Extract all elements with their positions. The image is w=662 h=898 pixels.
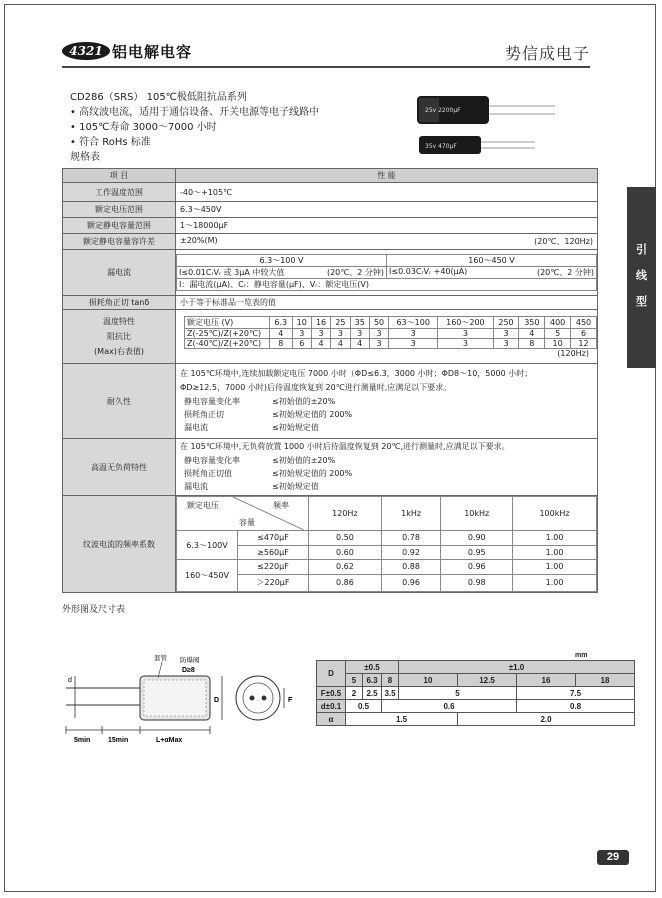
- brand-title: 铝电解电容: [112, 43, 193, 61]
- impedance-cell: 3: [369, 338, 388, 348]
- ripple-freq-10khz: 10kHz: [441, 497, 513, 531]
- leakage-low-formula: I≤0.01CᵣVᵣ 或 3μA 中较大值 (20℃、2 分钟): [177, 267, 387, 279]
- temp-range-label: 工作温度范围: [63, 183, 176, 202]
- endurance-cell: [176, 364, 598, 439]
- impedance-cell: 63～100: [389, 316, 438, 328]
- ripple-freq-120hz: 120Hz: [309, 497, 382, 531]
- impedance-cell: 16: [311, 316, 330, 328]
- impedance-cell: 10: [292, 316, 311, 328]
- unit-label: mm: [575, 652, 588, 659]
- page-header: [62, 40, 590, 66]
- endurance-label: 耐久性: [63, 364, 176, 439]
- tolerance-condition: (20℃、120Hz): [534, 237, 593, 246]
- spec-table-label: 规格表: [70, 152, 100, 163]
- side-tab-label: 引 线 型: [636, 243, 647, 308]
- d-min-label: D≥8: [182, 667, 195, 674]
- voltage-label: 额定电压范围: [63, 202, 176, 218]
- ripple-label: 纹波电流的频率系数: [63, 496, 176, 593]
- endurance-line-2: ΦD≥12.5，7000 小时)后待温度恢复到 20℃进行测量时,应满足以下要求。: [180, 383, 452, 392]
- impedance-cell: 4: [311, 338, 330, 348]
- sleeve-label: 套管: [154, 655, 167, 662]
- shelf-line-1: 在 105℃环境中,无负荷放置 1000 小时后待温度恢复到 20℃,进行测量时,应满足以下要求。: [180, 442, 510, 451]
- spec-table: [62, 168, 598, 593]
- ripple-voltage-low: 6.3～100V: [177, 531, 238, 560]
- capacitance-value: 1～18000μF: [176, 218, 598, 234]
- spec-head-item: 项 目: [63, 169, 176, 183]
- impedance-cell: 5: [545, 328, 571, 338]
- impedance-cell: 3: [331, 328, 350, 338]
- impedance-note: (120Hz): [557, 348, 589, 358]
- impedance-cell: 3: [438, 338, 493, 348]
- tan-delta-label: 损耗角正切 tanδ: [63, 296, 176, 310]
- impedance-cell: 3: [389, 328, 438, 338]
- impedance-cell: 3: [389, 338, 438, 348]
- side-tab-lead-type: [627, 187, 656, 368]
- impedance-cell: 450: [571, 316, 597, 328]
- length-5min: 5min: [74, 737, 91, 744]
- shelf-label: 高温无负荷特性: [63, 439, 176, 496]
- ripple-voltage-high: 160～450V: [177, 560, 238, 592]
- impedance-ratio-table: [184, 316, 597, 349]
- temp-char-cell: [176, 310, 598, 364]
- impedance-row: [185, 338, 597, 348]
- tolerance-value: ±20%(M): [180, 236, 218, 245]
- ripple-cell: [176, 496, 598, 593]
- impedance-row-label: Z(-25℃)/Z(+20℃): [185, 328, 270, 338]
- impedance-cell: 8: [519, 338, 545, 348]
- shelf-items: 静电容量变化率 ≤初始值的±20% 损耗角正切值 ≤初始规定值的 200% 漏电流 ≤初始规定值: [184, 456, 353, 491]
- impedance-cell: 3: [350, 328, 369, 338]
- impedance-row: [185, 328, 597, 338]
- impedance-cell: 3: [493, 338, 519, 348]
- feature-2: • 105℃寿命 3000～7000 小时: [70, 122, 217, 133]
- pitch-f-label: F: [288, 697, 293, 704]
- leakage-high-head: 160～450 V: [387, 255, 597, 267]
- leakage-table: [176, 254, 597, 291]
- tan-delta-value: 小于等于标准品一览表的值: [176, 296, 598, 310]
- impedance-cell: 4: [519, 328, 545, 338]
- impedance-row-label: 额定电压 (V): [185, 316, 270, 328]
- impedance-cell: 6: [571, 328, 597, 338]
- ripple-corner: 额定电压 频率 容量: [177, 497, 309, 531]
- impedance-cell: 3: [292, 328, 311, 338]
- impedance-cell: 35: [350, 316, 369, 328]
- brand-logo: 4321: [62, 42, 110, 60]
- temp-range-value: -40～+105℃: [176, 183, 598, 202]
- impedance-cell: 350: [519, 316, 545, 328]
- series-title: CD286（SRS） 105℃极低阻抗品系列: [70, 92, 247, 103]
- impedance-cell: 50: [369, 316, 388, 328]
- impedance-cell: 3: [311, 328, 330, 338]
- outline-title: 外形图及尺寸表: [62, 605, 126, 615]
- vent-label: 防爆阀: [180, 657, 200, 664]
- tolerance-label: 额定静电容量容许差: [63, 234, 176, 250]
- length-15min: 15min: [108, 737, 129, 744]
- impedance-cell: 6: [292, 338, 311, 348]
- series-intro: [70, 90, 319, 165]
- capacitance-label: 额定静电容量范围: [63, 218, 176, 234]
- capacitor-photo: [405, 92, 555, 167]
- endurance-items: 静电容量变化率 ≤初始值的±20% 损耗角正切 ≤初始规定值的 200% 漏电流 ≤初始规定值: [184, 397, 353, 432]
- outline-drawing: [62, 648, 302, 748]
- impedance-cell: 25: [331, 316, 350, 328]
- impedance-cell: 4: [270, 328, 293, 338]
- feature-3: • 符合 RoHs 标准: [70, 137, 151, 148]
- spec-head-performance: 性 能: [176, 169, 598, 183]
- impedance-row-label: Z(-40℃)/Z(+20℃): [185, 338, 270, 348]
- ripple-freq-1khz: 1kHz: [381, 497, 441, 531]
- feature-1: • 高纹波电流，适用于通信设备、开关电源等电子线路中: [70, 107, 320, 118]
- header-divider: [62, 66, 590, 68]
- ripple-table: 额定电压 频率 容量 120Hz 1kHz 10kHz 100kHz 6.3～100V ≤470μF 0.50 0.78 0.90 1.00 ≥560μF 0.60 0.92 0.95 1.00 160～450V ≤220μF 0.62 0.88 0.96 1.00 ＞220μF 0.86 0.96 0.98 1.00: [176, 496, 597, 592]
- impedance-cell: 12: [571, 338, 597, 348]
- leakage-low-head: 6.3～100 V: [177, 255, 387, 267]
- impedance-cell: 3: [369, 328, 388, 338]
- leakage-note: I：漏电流(μA)、Cᵣ：静电容量(μF)、Vᵣ：额定电压(V): [177, 279, 597, 291]
- dimension-table: D ±0.5 ±1.0 5 6.3 8 10 12.5 16 18 F±0.5 2 2.5 3.5 5 7.5 d±0.1 0.5 0.6 0.8 α 1.5 2.0: [316, 660, 635, 726]
- impedance-cell: 3: [493, 328, 519, 338]
- page-number: 29: [597, 850, 629, 865]
- leakage-high-formula: I≤0.03CᵣVᵣ +40(μA) (20℃、2 分钟): [387, 267, 597, 279]
- leakage-cell: [176, 250, 598, 296]
- impedance-cell: 3: [438, 328, 493, 338]
- shelf-cell: [176, 439, 598, 496]
- impedance-cell: 160～200: [438, 316, 493, 328]
- endurance-line-1: 在 105℃环境中,连续加载额定电压 7000 小时（ΦD≤6.3，3000 小时；ΦD8～10，5000 小时；: [180, 369, 533, 378]
- impedance-cell: 10: [545, 338, 571, 348]
- impedance-cell: 4: [331, 338, 350, 348]
- impedance-cell: 400: [545, 316, 571, 328]
- impedance-cell: 6.3: [270, 316, 293, 328]
- company-name: 势信成电子: [504, 44, 590, 63]
- capacitor-small-label: 35v 470μF: [425, 143, 457, 150]
- ripple-freq-100khz: 100kHz: [513, 497, 597, 531]
- impedance-header-row: [185, 316, 597, 328]
- tolerance-cell: [176, 234, 598, 250]
- impedance-cell: 8: [270, 338, 293, 348]
- lead-d-label: d: [68, 677, 72, 684]
- length-body: L+αMax: [156, 737, 183, 744]
- capacitor-large-label: 25v 2200μF: [425, 107, 461, 114]
- leakage-label: 漏电流: [63, 250, 176, 296]
- diameter-label: D: [214, 697, 220, 704]
- impedance-cell: 4: [350, 338, 369, 348]
- voltage-value: 6.3～450V: [176, 202, 598, 218]
- temp-char-label: 温度特性 阻抗比 (Max)右表值): [63, 310, 176, 364]
- impedance-cell: 250: [493, 316, 519, 328]
